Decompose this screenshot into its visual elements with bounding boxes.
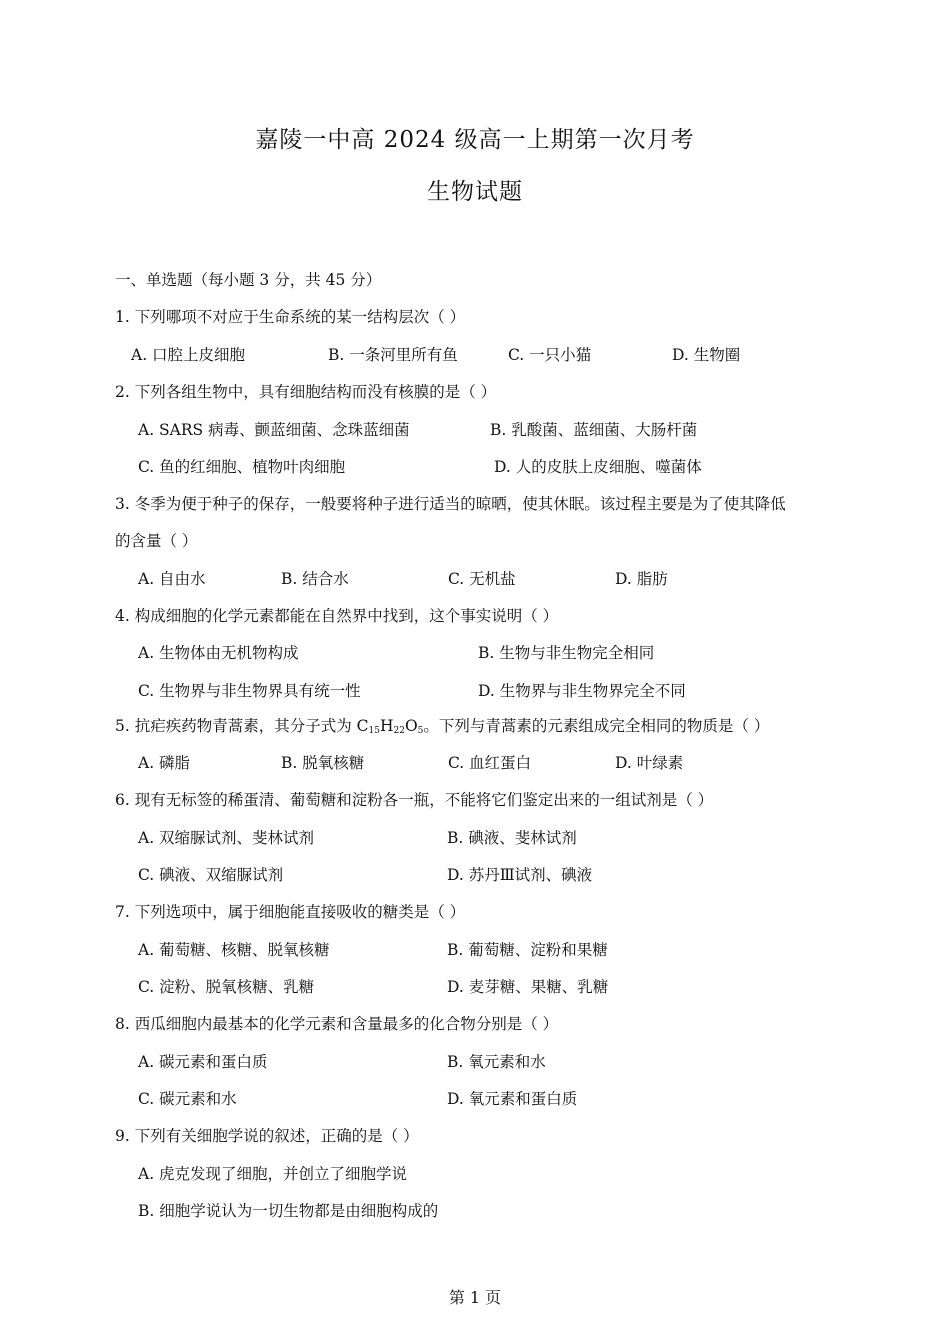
question-6-stem: 6. 现有无标签的稀蛋清、葡萄糖和淀粉各一瓶，不能将它们鉴定出来的一组试剂是（ ） xyxy=(115,791,714,809)
q9-option-b: B. 细胞学说认为一切生物都是由细胞构成的 xyxy=(138,1202,439,1220)
q5-option-c: C. 血红蛋白 xyxy=(448,754,532,772)
question-7-stem: 7. 下列选项中，属于细胞能直接吸收的糖类是（ ） xyxy=(115,903,466,921)
q5-option-d: D. 叶绿素 xyxy=(615,754,684,772)
q1-option-a: A. 口腔上皮细胞 xyxy=(131,346,246,364)
q5-option-a: A. 磷脂 xyxy=(138,754,191,772)
question-8-stem: 8. 西瓜细胞内最基本的化学元素和含量最多的化合物分别是（ ） xyxy=(115,1015,559,1033)
q6-option-b: B. 碘液、斐林试剂 xyxy=(447,829,577,847)
q8-option-b: B. 氧元素和水 xyxy=(447,1053,546,1071)
q3-option-d: D. 脂肪 xyxy=(615,570,668,588)
question-9-stem: 9. 下列有关细胞学说的叙述，正确的是（ ） xyxy=(115,1127,419,1145)
q1-option-c: C. 一只小猫 xyxy=(508,346,592,364)
question-5-stem xyxy=(115,716,769,741)
q8-option-c: C. 碳元素和水 xyxy=(138,1090,237,1108)
q6-option-d: D. 苏丹Ⅲ试剂、碘液 xyxy=(447,866,593,884)
q5-h: H xyxy=(379,717,394,735)
q3-option-c: C. 无机盐 xyxy=(448,570,516,588)
q4-option-c: C. 生物界与非生物界具有统一性 xyxy=(138,682,361,700)
q5-sub-o: 5 xyxy=(417,726,424,736)
q8-option-a: A. 碳元素和蛋白质 xyxy=(138,1053,268,1071)
q6-option-c: C. 碘液、双缩脲试剂 xyxy=(138,866,284,884)
q5-o: O xyxy=(404,717,418,735)
q4-option-d: D. 生物界与非生物界完全不同 xyxy=(478,682,686,700)
question-4-stem: 4. 构成细胞的化学元素都能在自然界中找到，这个事实说明（ ） xyxy=(115,607,559,625)
subject-title: 生物试题 xyxy=(427,179,523,205)
q2-option-b: B. 乳酸菌、蓝细菌、大肠杆菌 xyxy=(490,421,698,439)
question-3-stem-cont: 的含量（ ） xyxy=(115,532,198,550)
q5-stem-end: 。下列与青蒿素的元素组成完全相同的物质是（ ） xyxy=(423,717,770,735)
q2-option-c: C. 鱼的红细胞、植物叶肉细胞 xyxy=(138,458,346,476)
q7-option-b: B. 葡萄糖、淀粉和果糖 xyxy=(447,941,608,959)
q2-option-d: D. 人的皮肤上皮细胞、噬菌体 xyxy=(494,458,702,476)
question-3-stem: 3. 冬季为便于种子的保存，一般要将种子进行适当的晾晒，使其休眠。该过程主要是为了使其降低 xyxy=(115,495,786,513)
q3-option-a: A. 自由水 xyxy=(138,570,206,588)
question-1-stem: 1. 下列哪项不对应于生命系统的某一结构层次（ ） xyxy=(115,308,466,326)
q3-option-b: B. 结合水 xyxy=(281,570,349,588)
q9-option-a: A. 虎克发现了细胞，并创立了细胞学说 xyxy=(138,1165,408,1183)
q5-stem-start: 5. 抗疟疾药物青蒿素，其分子式为 C xyxy=(115,717,369,735)
question-2-stem: 2. 下列各组生物中，具有细胞结构而没有核膜的是（ ） xyxy=(115,383,497,401)
q7-option-c: C. 淀粉、脱氧核糖、乳糖 xyxy=(138,978,315,996)
exam-title: 嘉陵一中高 2024 级高一上期第一次月考 xyxy=(255,127,695,153)
q8-option-d: D. 氧元素和蛋白质 xyxy=(447,1090,578,1108)
q5-sub-c: 15 xyxy=(368,726,380,736)
q7-option-d: D. 麦芽糖、果糖、乳糖 xyxy=(447,978,609,996)
q1-option-d: D. 生物圈 xyxy=(672,346,741,364)
q7-option-a: A. 葡萄糖、核糖、脱氧核糖 xyxy=(138,941,330,959)
section-heading: 一、单选题（每小题 3 分，共 45 分） xyxy=(115,271,382,289)
q4-option-a: A. 生物体由无机物构成 xyxy=(138,644,299,662)
q5-option-b: B. 脱氧核糖 xyxy=(281,754,365,772)
page-number: 第 1 页 xyxy=(448,1288,502,1307)
q2-option-a: A. SARS 病毒、颤蓝细菌、念珠蓝细菌 xyxy=(138,421,410,439)
q4-option-b: B. 生物与非生物完全相同 xyxy=(478,644,655,662)
q1-option-b: B. 一条河里所有鱼 xyxy=(328,346,458,364)
q5-sub-h: 22 xyxy=(393,726,405,736)
q6-option-a: A. 双缩脲试剂、斐林试剂 xyxy=(138,829,315,847)
